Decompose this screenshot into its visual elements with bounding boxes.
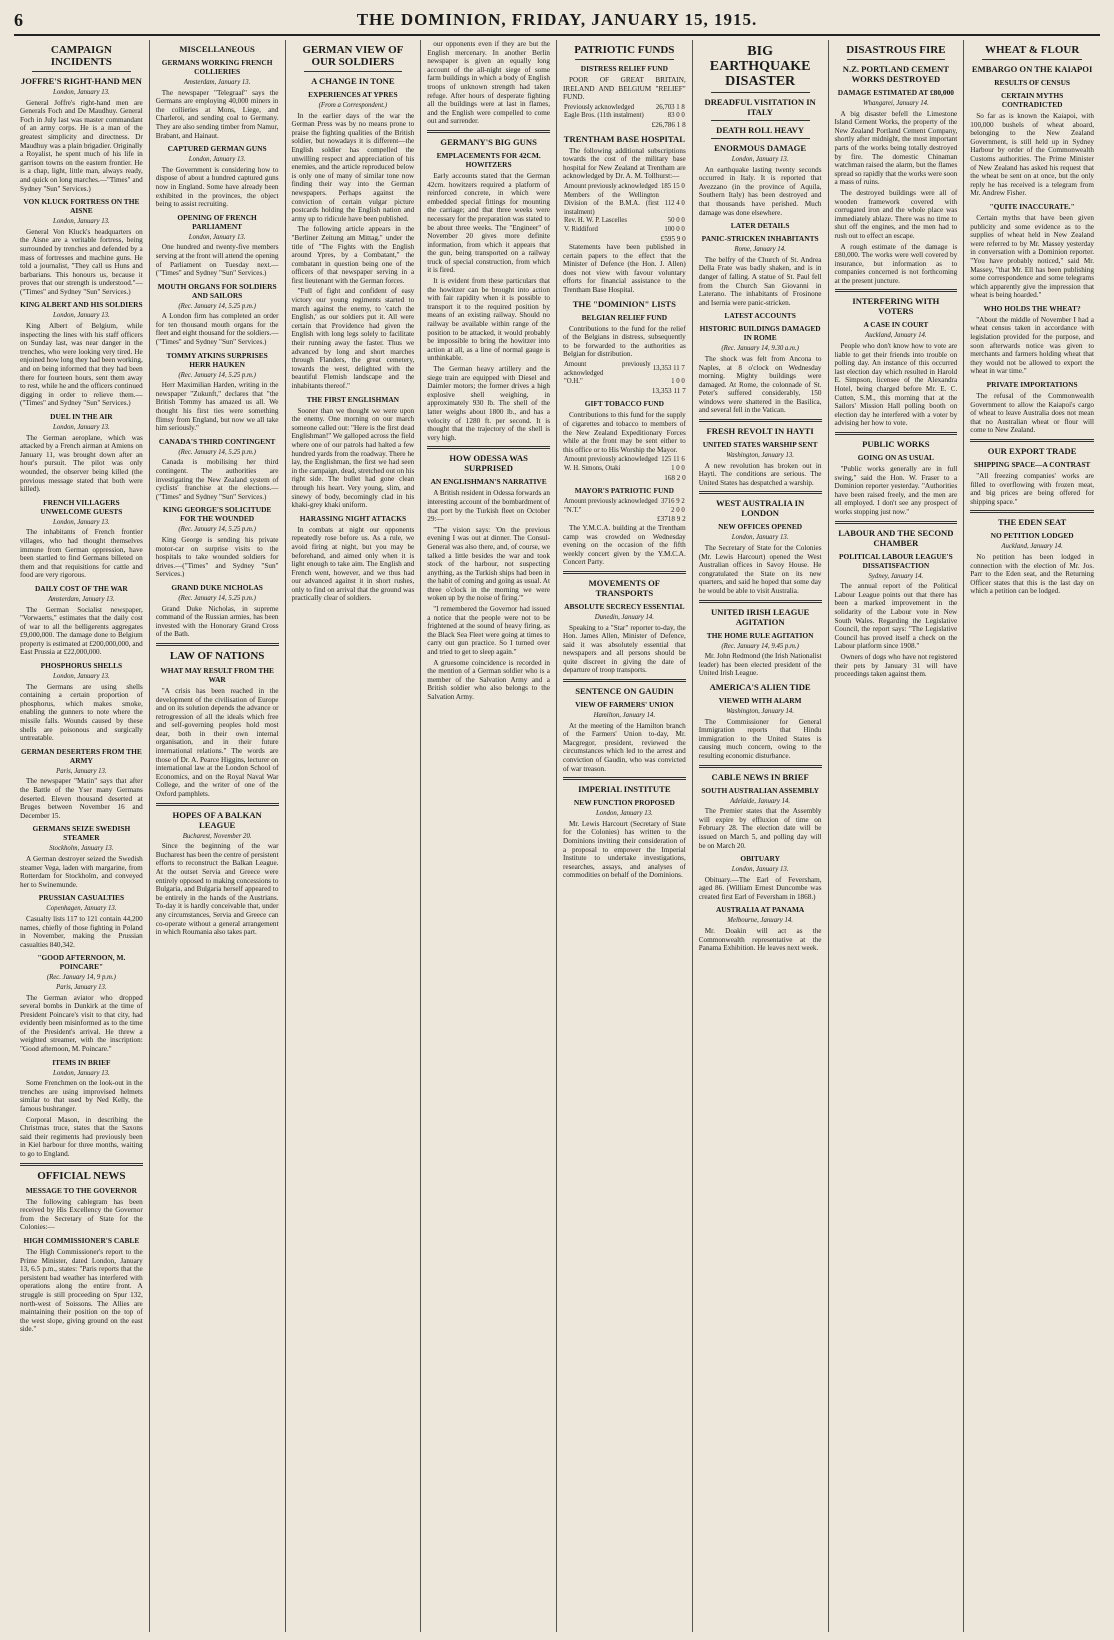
divider: [20, 1163, 143, 1166]
article-body: The German Socialist newspaper, "Vorwaerts," estimates that the daily cost of war to all the belligerents aggregates £9,000,000. The damage done to Belgium property is estimated at £200,000,000, and East Prussia at £22,000,000.: [20, 605, 143, 657]
fund-amount: 125 11 6: [661, 456, 685, 464]
dateline: (Rec. January 14, 9.30 a.m.): [721, 345, 799, 353]
section-heading: GERMAN VIEW OF OUR SOLDIERS: [302, 44, 404, 68]
article-body: Sooner than we thought we were upon the enemy. One morning on our march someone called out: "Here is the first dead Englishman!" We galloped across the field where one of our patrols had halted a few hundred yards from the roadway. There he lay, the Englishman, the first we had seen in the campaign, dead, stretched out on his right side. The bullet had gone clean through his heart. Very young, slim, and sinewy of body, becomingly clad in his khaki-grey khaki uniform.: [291, 406, 415, 510]
column-4: [421, 40, 557, 1632]
fund-amount: 1 0 0: [671, 464, 685, 472]
article-body: The Premier states that the Assembly will expire by effluxion of time on February 28. The election date will be issued on March 5, and polling day will be on March 20.: [698, 807, 822, 850]
article-body: So far as is known the Kaiapoi, with 100,000 bushels of wheat aboard, belonging to the New Zealand Government, is still held up in Sydney Harbour by order of the Commonwealth Customs authorities. The Prime Minister of New Zealand has asked his request that the wheat be sent on at once, but the only reply he has received is a telegram from Mr. Andrew Fisher.: [970, 112, 1094, 198]
article-body: In combats at night our opponents repeatedly rose before us. As a rule, we avoid firing at night, but you may be beforehand, and aimed only when it is light enough to take aim. The English and French went, however, and we thus had our advanced against it in short rushes, only to find on arrival that the ground was practically clear of soldiers.: [291, 525, 415, 603]
dateline: London, January 13.: [731, 156, 789, 163]
section-heading: IMPERIAL INSTITUTE: [578, 784, 671, 795]
article-body: Owners of dogs who have not registered their pets by January 31 will have proceedings taken against them.: [834, 652, 958, 679]
article-body: The Commissioner for General Immigration reports that Hindu immigration to the United States is causing much concern, owing to the resulting economic disturbance.: [698, 717, 822, 760]
article-body: King Albert of Belgium, while inspecting the lines with his staff officers on Sunday last, was near danger in the trenches, who were looking very tired. He enjoined how long they had been working, and on being informed that they had been there for fourteen hours, sent them away to rest, while he and the officers continued digging in order to relieve them.—("Times" and Sydney "Sun" Services.): [20, 322, 143, 408]
fund-label: "O.H.": [564, 378, 583, 386]
dateline: London, January 13.: [53, 312, 110, 320]
divider: [711, 92, 810, 93]
section-heading: PATRIOTIC FUNDS: [574, 44, 675, 56]
article-heading: RESULTS OF CENSUS: [994, 78, 1071, 87]
fund-label: Amount previously acknowledged: [564, 456, 658, 464]
dateline: Amsterdam, January 13.: [183, 79, 251, 86]
article-body: "The vision says: 'On the previous evening I was out at dinner. The Consul-General was also there, and, of course, we talked a little besides the war and took stock of the harbour, not suspecting anything, as the Turkish ships had been in the habit of coming and going as usual. At three o'clock in the morning we were woken up by the noise of firing.'": [427, 525, 550, 603]
dateline: Hamilton, January 14.: [593, 712, 656, 720]
section-heading: BIG EARTHQUAKE DISASTER: [709, 44, 811, 89]
article-heading: VON KLUCK FORTRESS ON THE AISNE: [23, 197, 140, 216]
article-body: "Full of fight and confident of easy victory our young regiments started to march against the enemy, to 'catch the English,' as our soldiers put it. All were certain that Providence had given the English with long legs solely to facilitate their running away the faster. Thus we advanced by long and short marches through Flanders, the great cemetery, towards the west, delighted with the beautiful Flemish landscape and the inhabitants thereof.": [291, 287, 415, 390]
article-heading: "GOOD AFTERNOON, M. POINCARE": [37, 953, 126, 972]
column-5: [557, 40, 693, 1632]
article-heading: DISTRESS RELIEF FUND: [580, 64, 668, 73]
article-body: The belfry of the Church of St. Andrea Della Frate was badly shaken, and is in danger of falling. A statue of St. Paul fell from the Church San Giovanni in Laterano. The inhabitants of Frosinone and Isernia were panic-stricken.: [698, 255, 822, 307]
article-heading: DUEL IN THE AIR: [50, 412, 113, 421]
fund-row: [563, 183, 686, 192]
section-heading: WEST AUSTRALIA IN LONDON: [716, 498, 805, 519]
dateline: (Rec. January 14, 5.25 p.m.): [178, 371, 256, 379]
divider: [835, 521, 958, 524]
article-heading: GRAND DUKE NICHOLAS: [171, 582, 263, 592]
section-heading: MOVEMENTS OF TRANSPORTS: [588, 577, 661, 598]
section-heading: WHEAT & FLOUR: [984, 44, 1080, 56]
section-heading: THE EDEN SEAT: [998, 517, 1067, 528]
article-body: The High Commissioner's report to the Prime Minister, dated London, January 13, 6.5 p.m., states: "Paris reports that the persistent bad weather has interfered with operations along the entire front. A struggle is still proceeding on Spur 132, north-west of Soissons. The Allies are maintaining their position on the top of the west slope, giving ground on the east side.": [20, 1247, 143, 1334]
article-heading: MAYOR'S PATRIOTIC FUND: [574, 486, 674, 496]
fund-row: [563, 192, 686, 218]
dateline: Washington, January 14.: [726, 707, 794, 715]
divider: [711, 120, 810, 121]
article-heading: THE "DOMINION" LISTS: [572, 298, 676, 309]
article-heading: SHIPPING SPACE—A CONTRAST: [973, 460, 1091, 469]
dateline: Adelaide, January 14.: [730, 797, 791, 805]
article-heading: AUSTRALIA AT PANAMA: [715, 905, 805, 915]
section-heading: FRESH REVOLT IN HAYTI: [706, 426, 814, 437]
article-body: Certain myths that have been given publicity and some evidence as to the supplies of wheat held in New Zealand were referred to by Mr. Massey yesterday in conversation with a Dominion reporter. "You have probably noticed," said Mr. Massey, "that Mr. Ell has been publishing some correspondence and some telegrams which apparently give the impression that wheat is being hoarded.": [970, 213, 1094, 300]
fund-amount: 100 0 0: [664, 225, 685, 233]
section-heading: AMERICA'S ALIEN TIDE: [709, 681, 811, 692]
fund-total: 168 2 0: [664, 473, 686, 482]
article-body: A London firm has completed an order for ten thousand mouth organs for the fleet and eight thousand for the soldiers.—("Times" and Sydney "Sun" Services.): [155, 312, 279, 347]
fund-amount: 83 0 0: [667, 112, 685, 120]
dateline: Washington, January 13.: [726, 452, 794, 460]
masthead: [14, 6, 1100, 36]
article-body: The following cablegram has been received by His Excellency the Governor from the Secretary of State for the Colonies:—: [20, 1197, 143, 1232]
divider: [699, 419, 822, 422]
article-heading: PRUSSIAN CASUALTIES: [38, 893, 125, 903]
article-body: Canada is mobilising her third contingent. The authorities are investigating the New Zealand system of cyclists' franchise at the elections.—("Times" and Sydney "Sun" Services.): [155, 458, 279, 501]
dateline: Paris, January 13.: [56, 983, 107, 991]
article-body: An earthquake lasting twenty seconds occurred in Italy. It is reported that Avezzano (in the province of Aquila, Southern Italy) has been destroyed and that thousands have perished. Much damage was done elsewhere.: [698, 165, 822, 217]
article-body: Contributions to the fund for the relief of the Belgians in distress, subsequently to be forwarded to the authorities as Belgian for distribution.: [563, 324, 686, 359]
article-heading: NEW FUNCTION PROPOSED: [573, 798, 675, 808]
divider: [156, 803, 279, 806]
article-body: Since the beginning of the war Bucharest has been the centre of persistent efforts to reconstruct the Balkan League. At the outset Servia and Greece were entirely opposed to making concessions to Bulgaria, and Bulgaria herself appeared to be entirely in the hands of the Austrians. To-day it is hardly conceivable that, under any circumstances, Servia and Greece can co-operate without a general arrangement in which Roumania also takes part.: [155, 842, 279, 937]
dateline: London, January 13.: [731, 534, 789, 542]
article-heading: DAMAGE ESTIMATED AT £80,000: [837, 88, 954, 97]
fund-table: [563, 361, 686, 387]
article-body: The annual report of the Political Labour League points out that there has been a marked improvement in the solidarity of the Labour vote in New South Wales. Regarding the Legislative Council, the report says: "The Legislative Council has proved itself a check on the Labour platform since 1908.": [834, 582, 958, 651]
article-body: The Government is considering how to dispose of about a hundred captured guns now in England. Some have already been exhibited in the provinces, the object being to assist recruiting.: [155, 165, 279, 209]
section-heading: HOPES OF A BALKAN LEAGUE: [172, 809, 262, 830]
divider: [835, 432, 958, 435]
article-body: POOR OF GREAT BRITAIN, IRELAND AND BELGIUM "RELIEF" FUND.: [563, 76, 686, 102]
fund-row: [563, 361, 686, 378]
dateline: (Rec. January 14, 5.25 p.m.): [178, 594, 256, 602]
dateline: (Rec. January 14, 9 p.m.): [46, 974, 116, 982]
divider: [32, 71, 131, 72]
section-heading: SENTENCE ON GAUDIN: [575, 686, 674, 697]
fund-label: W. H. Simons, Otaki: [564, 464, 621, 472]
article-body: "All freezing companies' works are filled to overflowing with frozen meat, and big prices are being offered for shipping space.": [970, 472, 1094, 506]
column-8: [964, 40, 1100, 1632]
fund-label: Amount previously acknowledged: [564, 361, 651, 377]
article-body: Corporal Mason, in describing the Christmas truce, states that the Saxons said their regiments had previously been in Kiel harbour for three months, waiting to go to England.: [20, 1115, 143, 1158]
article-body: At the meeting of the Hamilton branch of the Farmers' Union to-day, Mr. Macgregor, president, reviewed the circumstances which led to the arrest and conviction of Gaudin, who was convicted of war treason.: [563, 721, 686, 773]
article-body: The Y.M.C.A. building at the Trentham camp was crowded on Wednesday evening on the occasion of the fifth weekly concert given by the Y.M.C.A. Concert Party.: [563, 523, 686, 567]
article-body: The German aviator who dropped several bombs in Dunkirk at the time of President Poincare's visit to that city, had evidently been misinformed as to the time of the President's arrival. He threw a weighted streamer, with the inscription: "Good afternoon, M. Poincare.": [20, 993, 143, 1054]
fund-label: Previously acknowledged: [564, 103, 635, 111]
article-heading: CAPTURED GERMAN GUNS: [167, 144, 267, 154]
dateline: Melbourne, January 14.: [727, 917, 793, 925]
article-heading: GERMANS SEIZE SWEDISH STEAMER: [32, 824, 131, 843]
section-heading: INTERFERING WITH VOTERS: [852, 296, 940, 317]
article-heading: DEATH ROLL HEAVY: [716, 125, 805, 135]
fund-table: [563, 498, 686, 515]
fund-row: [563, 378, 686, 387]
divider: [427, 130, 550, 133]
article-body: A new revolution has broken out in Hayti. The conditions are serious. The United States has despatched a warship.: [698, 461, 822, 487]
dateline: London, January 13.: [53, 89, 110, 96]
column-6: [693, 40, 829, 1632]
divider: [563, 679, 686, 682]
fund-amount: 185 15 0: [660, 182, 685, 190]
subheading: HISTORIC BUILDINGS DAMAGED IN ROME: [699, 324, 821, 343]
article-heading: VIEW OF FARMERS' UNION: [575, 700, 674, 710]
fund-label: Amount previously acknowledged: [564, 498, 658, 506]
article-heading: GERMAN DESERTERS FROM THE ARMY: [20, 746, 142, 765]
article-heading: DAILY COST OF THE WAR: [34, 583, 128, 593]
dateline: (Rec. January 14, 5.25 p.m.): [178, 448, 256, 456]
article-body: The following article appears in the "Berliner Zeitung am Mittag," under the title of "The Fights with the English around Ypres, by a Combatant," the combatant in question being one of the officers of that newspaper serving in a first lieutenant with the German forces.: [291, 225, 415, 285]
fund-label: V. Riddiford: [564, 225, 598, 233]
section-heading: UNITED IRISH LEAGUE AGITATION: [710, 606, 810, 627]
article-heading: OPENING OF FRENCH PARLIAMENT: [177, 212, 257, 231]
page-number: 6: [14, 9, 24, 30]
dateline: Dunedin, January 14.: [594, 613, 655, 621]
subheading: THE FIRST ENGLISHMAN: [306, 394, 400, 404]
fund-amount: 50 0 0: [667, 217, 685, 225]
dateline: Sydney, January 14.: [868, 572, 924, 580]
article-body: The refusal of the Commonwealth Government to allow the Kaiapoi's cargo of wheat to leave Australia does not mean that no Australian wheat or flour will come to New Zealand.: [970, 392, 1094, 435]
article-body: Mr. Lewis Harcourt (Secretary of State for the Colonies) has written to the Dominions inviting their consideration of a proposal to empower the Imperial Institute to undertake investigations, researches, assays, and analyses of commodities on behalf of the Dominions.: [563, 819, 686, 880]
article-body: A rough estimate of the damage is £80,000. The works were well covered by insurance, but information as to companies concerned is not forthcoming at the present juncture.: [834, 242, 958, 285]
article-heading: N.Z. PORTLAND CEMENT WORKS DESTROYED: [842, 64, 949, 84]
fund-table: [563, 456, 686, 473]
article-heading: TRENTHAM BASE HOSPITAL: [563, 133, 685, 144]
article-body: A British resident in Odessa forwards an interesting account of the bombardment of that port by the Turkish fleet on October 29:—: [427, 489, 550, 524]
section-heading: MISCELLANEOUS: [179, 44, 255, 54]
article-heading: GERMANS WORKING FRENCH COLLIERIES: [161, 58, 273, 76]
article-heading: AN ENGLISHMAN'S NARRATIVE: [430, 477, 547, 487]
article-body: "About the middle of November I had a wheat census taken in accordance with legislation provided for the purpose, and soon afterwards notice was given to merchants and farmers holding wheat that they would not be allowed to export the wheat in war time.": [970, 315, 1094, 376]
article-body: A German destroyer seized the Swedish steamer Vega, laden with margarine, from Rotterdam for Stockholm, and conveyed her to Swinemunde.: [20, 854, 143, 889]
section-heading: GERMANY'S BIG GUNS: [440, 136, 537, 147]
fund-label: Amount previously acknowledged: [564, 182, 658, 190]
article-heading: A CHANGE IN TONE: [311, 76, 395, 86]
section-heading: DISASTROUS FIRE: [846, 44, 946, 56]
column-7: [829, 40, 965, 1632]
fund-amount: 112 4 0: [664, 200, 685, 208]
fund-amount: 26,703 1 8: [655, 103, 685, 111]
article-heading: BELGIAN RELIEF FUND: [581, 312, 668, 322]
article-body: "Public works generally are in full swing," said the Hon. W. Fraser to a Dominion reporter yesterday. "Authorities have been raised freely, and the men are all employed. I don't see any prospect of works stopping just now.": [834, 465, 958, 516]
dateline: Rome, January 14.: [734, 246, 786, 254]
article-heading: EMBARGO ON THE KAIAPOI: [971, 64, 1093, 74]
fund-row: [563, 456, 686, 465]
dateline: Copenhagen, January 13.: [46, 905, 117, 913]
fund-row: [563, 465, 686, 474]
article-body: Mr. Doakin will act as the Commonwealth representative at the Panama Exhibition. He leaves next week.: [698, 927, 822, 953]
article-heading: NEW OFFICES OPENED: [718, 522, 803, 532]
article-body: Obituary.—The Earl of Feversham, aged 86. (William Ernest Duncombe was created first Earl of Feversham in 1868.): [698, 875, 822, 901]
section-heading: OFFICIAL NEWS: [37, 1169, 126, 1182]
article-heading: ENORMOUS DAMAGE: [714, 143, 807, 153]
article-heading: FRENCH VILLAGERS UNWELCOME GUESTS: [40, 497, 123, 516]
article-body: Speaking to a "Star" reporter to-day, the Hon. James Allen, Minister of Defence, said it was absolutely essential that newspapers and all persons should be quite discreet in giving the date of departure of troop transports.: [563, 623, 686, 675]
section-heading: OUR EXPORT TRADE: [987, 446, 1077, 456]
dateline: Whangarei, January 14.: [862, 100, 929, 107]
column-2: [150, 40, 286, 1632]
article-heading: VIEWED WITH ALARM: [718, 695, 802, 705]
article-body: In the earlier days of the war the German Press was by no means prone to praise the fighting qualities of the British soldier, but nowadays it is different—the English soldier has compelled the unwilling respect and appreciation of his enemies, and the article reproduced below is only one of many of similar tone now finding their way into the German newspapers. Perhaps against the conviction of certain vulgar picture postcards holding the English nation and army up to ridicule have been published.: [291, 111, 415, 223]
article-body: The following additional subscriptions towards the cost of the military base hospital for New Zealand at Trentham are acknowledged by Dr. A. M. Tollhurst:—: [563, 146, 686, 181]
fund-row: [563, 217, 686, 226]
divider: [563, 571, 686, 574]
article-body: The destroyed buildings were all of wooden framework covered with corrugated iron and the whole place was immediately ablaze. There was no time to shut off the engines, and the men had to rush out to effect an escape.: [834, 188, 958, 240]
fund-total: £26,786 1 8: [651, 120, 686, 129]
subheading: WHO HOLDS THE WHEAT?: [983, 303, 1081, 313]
article-body: King George is sending his private motor-car on surprise visits to the hospitals to take wounded soldiers for drives.—("Times" and Sydney "Sun" Services.): [155, 535, 279, 579]
article-body: our opponents even if they are but the English mercenary. In another Berlin newspaper is given an equally long account of the all-night siege of some farm buildings in which a body of English troops of unknown strength had taken refuge. After hours of desperate fighting all the buildings were at last in flames, and the English were compelled to come out and surrender.: [427, 40, 550, 126]
fund-table: [563, 183, 686, 235]
divider: [970, 439, 1094, 442]
article-body: It is evident from these particulars that the howitzer can be brought into action with fair rapidity when it is possible to transport it to the required position by means of an existing railway. Should no railway be available within range of the position to be attacked, it would probably be impossible to bring the howitzer into action at all, as a line of normal gauge is unthinkable.: [427, 277, 550, 363]
fund-label: Members of the Wellington Division of the B.M.A. (first instalment): [564, 191, 659, 216]
fund-amount: 2 0 0: [671, 506, 685, 514]
subheading: HARASSING NIGHT ATTACKS: [299, 513, 407, 523]
dateline: (Rec. January 14, 5.25 p.m.): [178, 302, 256, 310]
divider: [970, 510, 1094, 513]
fund-label: Rev. H. W. P. Lascelles: [564, 217, 627, 225]
section-heading: CABLE NEWS IN BRIEF: [711, 771, 809, 782]
fund-total: £595 9 0: [660, 234, 686, 243]
divider: [699, 491, 822, 494]
article-heading: CERTAIN MYTHS CONTRADICTED: [1001, 91, 1064, 109]
fund-table: [563, 104, 686, 121]
article-heading: MESSAGE TO THE GOVERNOR: [25, 1185, 137, 1195]
article-body: "A crisis has been reached in the development of the civilisation of Europe and on its solution depends the advance or retrogression of all the ideals which free and self-governing peoples hold most dear, both in their own internal organisation, and in their future international relations." The words are those of Dr. A. Pearce Higgins, lecturer on international law at the London School of Economics, and on the Royal Naval War College, and the writer of one of the Oxford pamphlets.: [155, 686, 279, 799]
divider: [835, 289, 958, 292]
article-heading: HIGH COMMISSIONER'S CABLE: [23, 1235, 140, 1245]
dateline: London, January 13.: [731, 866, 789, 874]
dateline: London, January 13.: [188, 233, 246, 241]
dateline: London, January 13.: [53, 518, 110, 526]
dateline: Bucharest, November 20.: [182, 832, 252, 840]
article-body: General Von Kluck's headquarters on the Aisne are a veritable fortress, being surrounded by trenches and defended by a mass of fortresses and machine guns. He told a journalist, "They call us Huns and barbarians. This honours us, because it proves that our strength is understood."—("Times" and Sydney "Sun" Services.): [20, 227, 143, 296]
masthead-title: THE DOMINION, FRIDAY, JANUARY 15, 1915.: [356, 10, 758, 29]
article-heading: EXPERIENCES AT YPRES: [308, 90, 398, 99]
article-body: The newspaper "Telegraaf" says the Germans are employing 40,000 miners in the collieries at Mons, Liege, and Charleroi, and sending coal to Germany. They are also sending timber from Namur, Brabant, and Hainaut.: [155, 88, 279, 140]
article-heading: NO PETITION LODGED: [990, 531, 1074, 541]
article-body: The Germans are using shells containing a certain proportion of phosphorus, which makes smoke, enabling the gunners to note where the missile falls. Wounds caused by these shells are poisonous and surgically untreatable.: [20, 682, 143, 743]
article-body: Contributions to this fund for the supply of cigarettes and tobacco to members of the New Zealand Expeditionary Forces while at the front may be sent either to this office or to His Worship the Mayor.: [563, 411, 686, 454]
fund-label: Eagle Bros. (11th instalment): [564, 112, 644, 120]
divider: [699, 765, 822, 768]
article-body: Grand Duke Nicholas, in supreme command of the Russian armies, has been invested with the Honorary Grand Cross of the Bath.: [155, 604, 279, 639]
article-heading: POLITICAL LABOUR LEAGUE'S DISSATISFACTION: [838, 551, 953, 570]
article-body: The German aeroplane, which was attacked by a French airman at Amiens on January 11, was brought down after an hour's pursuit. The pilot was only wounded, the observer being killed (the previous message stated that both were killed).: [20, 433, 143, 494]
divider: [304, 71, 403, 72]
article-heading: UNITED STATES WARSHIP SENT: [702, 440, 818, 450]
subheading: PANIC-STRICKEN INHABITANTS: [701, 234, 819, 244]
article-heading: OBITUARY: [740, 854, 780, 864]
article-heading: SOUTH AUSTRALIAN ASSEMBLY: [701, 785, 819, 795]
article-body: The inhabitants of French frontier villages, who had thought themselves immune from German oppression, have been startled to find Germans billeted on them and that requisitions for cattle and food are very rigorous.: [20, 528, 143, 580]
divider: [847, 59, 946, 60]
column-3: [286, 40, 422, 1632]
subheading: "QUITE INACCURATE.": [989, 201, 1075, 211]
article-body: One hundred and twenty-five members serving at the front will attend the opening of Parliament on Tuesday next.—("Times" and Sydney "Sun" Services.): [155, 243, 279, 278]
article-body: The German heavy artillery and the siege train are equipped with Diesel and Daimler motors; the former drives a high explosive shell weighing, in approximately 930 lb. The shell of the latter weighs about 1800 lb., and has a velocity of 1280 ft. per second. It is thought that the trajectory of the shell is very high.: [427, 365, 550, 442]
section-heading: PUBLIC WORKS: [862, 439, 930, 449]
section-heading: LABOUR AND THE SECOND CHAMBER: [838, 527, 954, 548]
article-body: A big disaster befell the Limestone Island Cement Works, the property of the New Zealand Portland Cement Company, shortly after midnight, the most important parts of the works being totally destroyed by fire. The domestic Chinaman watchman raised the alarm, but the flames spread so rapidly that the works were soon a mass of ruins.: [834, 109, 958, 187]
divider: [575, 59, 674, 60]
article-heading: TOMMY ATKINS SURPRISES HERR HAUKEN: [166, 350, 268, 369]
dateline: London, January 13.: [53, 1069, 110, 1077]
dateline: London, January 13.: [53, 424, 110, 431]
dateline: London, January 13.: [53, 218, 110, 226]
dateline: London, January 13.: [53, 673, 110, 681]
divider: [711, 138, 810, 139]
article-body: The shock was felt from Ancona to Naples, at 8 o'clock on Wednesday morning. Mighty buildings were damaged. At Rome, the colonnade of St. Peter's suffered considerably, 150 windows were shattered in the Basilica, and several fell in the Vatican.: [698, 354, 822, 415]
article-heading: KING GEORGE'S SOLICITUDE FOR THE WOUNDED: [162, 505, 272, 524]
article-body: A gruesome coincidence is recorded in the mention of a German soldier who is a member of the Salvation Army and a British soldier who also belongs to the Salvation Army.: [427, 658, 550, 701]
article-body: Some Frenchmen on the look-out in the trenches are using improvised helmets similar to that used by Ned Kelly, the famous bushranger.: [20, 1079, 143, 1114]
divider: [156, 643, 279, 646]
dateline: (Rec. January 14, 5.25 p.m.): [178, 526, 256, 534]
article-heading: CANADA'S THIRD CONTINGENT: [158, 436, 276, 446]
subheading: LATER DETAILS: [730, 221, 790, 231]
dateline: Stockholm, January 13.: [49, 845, 114, 853]
fund-label: "N.T.": [564, 506, 582, 514]
subheading: LATEST ACCOUNTS: [724, 311, 796, 321]
dateline: Auckland, January 14.: [865, 332, 927, 340]
dateline: London, January 13.: [596, 810, 653, 818]
article-body: No petition has been lodged in connection with the election of Mr. Jos. Parr to the Eden seat, and the Returning Officer states that this is the last day on which a petition can be lodged.: [970, 552, 1094, 596]
subheading: PRIVATE IMPORTATIONS: [986, 380, 1078, 390]
dateline: (Rec. January 14, 9.45 p.m.): [721, 642, 799, 650]
fund-row: [563, 226, 686, 235]
divider: [982, 59, 1082, 60]
article-body: Statements have been published in certain papers to the effect that the Minister of Defence (the Hon. J. Allen) does not view with favour voluntary efforts for financial assistance to the Trentham Base Hospital.: [563, 243, 686, 295]
divider: [427, 446, 550, 449]
dateline: Paris, January 13.: [56, 767, 107, 775]
divider: [699, 600, 822, 603]
article-heading: ABSOLUTE SECRECY ESSENTIAL: [564, 601, 685, 611]
article-body: Early accounts stated that the German 42cm. howitzers required a platform of reinforced concrete, in which were embedded special fittings for mounting the carriage; and that three weeks were necessary for the preparation was stated to be about three weeks. The "Engineer" of November 20 gives more definite information, from which it appears that the gun, being transported on a railway truck of special construction, from which it is fired.: [427, 171, 550, 275]
newspaper-columns: [14, 40, 1100, 1632]
fund-row: [563, 498, 686, 507]
article-heading: DREADFUL VISITATION IN ITALY: [704, 97, 816, 117]
article-heading: PHOSPHORUS SHELLS: [40, 661, 123, 671]
section-heading: HOW ODESSA WAS SURPRISED: [449, 453, 528, 474]
article-heading: WHAT MAY RESULT FROM THE WAR: [160, 665, 274, 684]
dateline: London, January 13.: [188, 156, 246, 164]
article-heading: GOING ON AS USUAL: [857, 453, 934, 462]
article-body: "I remembered the Governor had issued a notice that the people were not to be frightened at the sound of heavy firing, as the Black Sea Fleet were going at times to carry out gun practice. So I turned over and tried to get to sleep again.": [427, 605, 550, 657]
article-heading: MOUTH ORGANS FOR SOLDIERS AND SAILORS: [157, 281, 277, 300]
section-heading: CAMPAIGN INCIDENTS: [50, 44, 112, 68]
article-body: The newspaper "Matin" says that after the Battle of the Yser many Germans deserted. Eleven thousand deserted at Bruges between November 16 and December 15.: [20, 777, 143, 820]
article-heading: A CASE IN COURT: [863, 320, 929, 330]
divider: [563, 777, 686, 780]
fund-amount: 3716 9 2: [660, 498, 685, 506]
fund-total: £3718 9 2: [657, 515, 686, 524]
dateline: (From a Correspondent.): [318, 102, 388, 109]
dateline: Auckland, January 14.: [1001, 543, 1063, 551]
fund-total: 13,353 11 7: [651, 386, 686, 395]
article-heading: ITEMS IN BRIEF: [52, 1057, 111, 1067]
fund-row: [563, 507, 686, 516]
article-body: Mr. John Redmond (the Irish Nationalist leader) has been elected president of the United Irish League.: [698, 652, 822, 678]
article-body: Herr Maximilian Harden, writing in the newspaper "Zukunft," declares that "the British Tommy has amazed us all. We thought his first ties were something flimsy from England, but now we all take him seriously.": [155, 381, 279, 433]
section-heading: LAW OF NATIONS: [169, 649, 265, 662]
fund-amount: 13,353 11 7: [652, 365, 685, 373]
article-body: The Secretary of State for the Colonies (Mr. Lewis Harcourt) opened the West Australian offices in Savoy House. He congratulated the State on its new quarters, and said he hoped that some day he would be able to visit Australia.: [698, 544, 822, 595]
article-body: Casualty lists 117 to 121 contain 44,200 names, chiefly of those fighting in Poland in November, making the Prussian casualties 840,342.: [20, 914, 143, 949]
fund-row: [563, 104, 686, 113]
article-body: People who don't know how to vote are liable to get their friends into trouble on polling day. An instance of this occurred last election day which resulted in Harold E. Simpson, licensee of the Alexandra Hotel, being charged before Mr. E. C. Cutten, S.M., this morning that at the Sailors' Mission Hall polling booth on election day he interfered with a voter by advising her how to vote.: [834, 342, 958, 428]
article-heading: JOFFRE'S RIGHT-HAND MEN: [20, 76, 142, 86]
column-1: [14, 40, 150, 1632]
article-heading: KING ALBERT AND HIS SOLDIERS: [20, 300, 143, 310]
article-body: General Joffre's right-hand men are Generals Foch and De Maudhuy. General Foch in July last was master commandant of an army corps. He is a man of the greatest simplicity and directness. Dr Maudhuy was a plain brigadier. Originally a Royalist, he spent much of his life in garrison towns on the eastern frontier. He is a chap, light, little man, always ready, and quick on long marches.—"Times" and Sydney "Sun" Services.): [20, 98, 143, 193]
dateline: Amsterdam, January 13.: [48, 595, 115, 603]
fund-row: [563, 112, 686, 121]
fund-amount: 1 0 0: [671, 378, 685, 386]
article-heading: THE HOME RULE AGITATION: [706, 630, 814, 640]
article-heading: GIFT TOBACCO FUND: [584, 399, 664, 409]
article-heading: EMPLACEMENTS FOR 42CM. HOWITZERS: [436, 150, 541, 169]
